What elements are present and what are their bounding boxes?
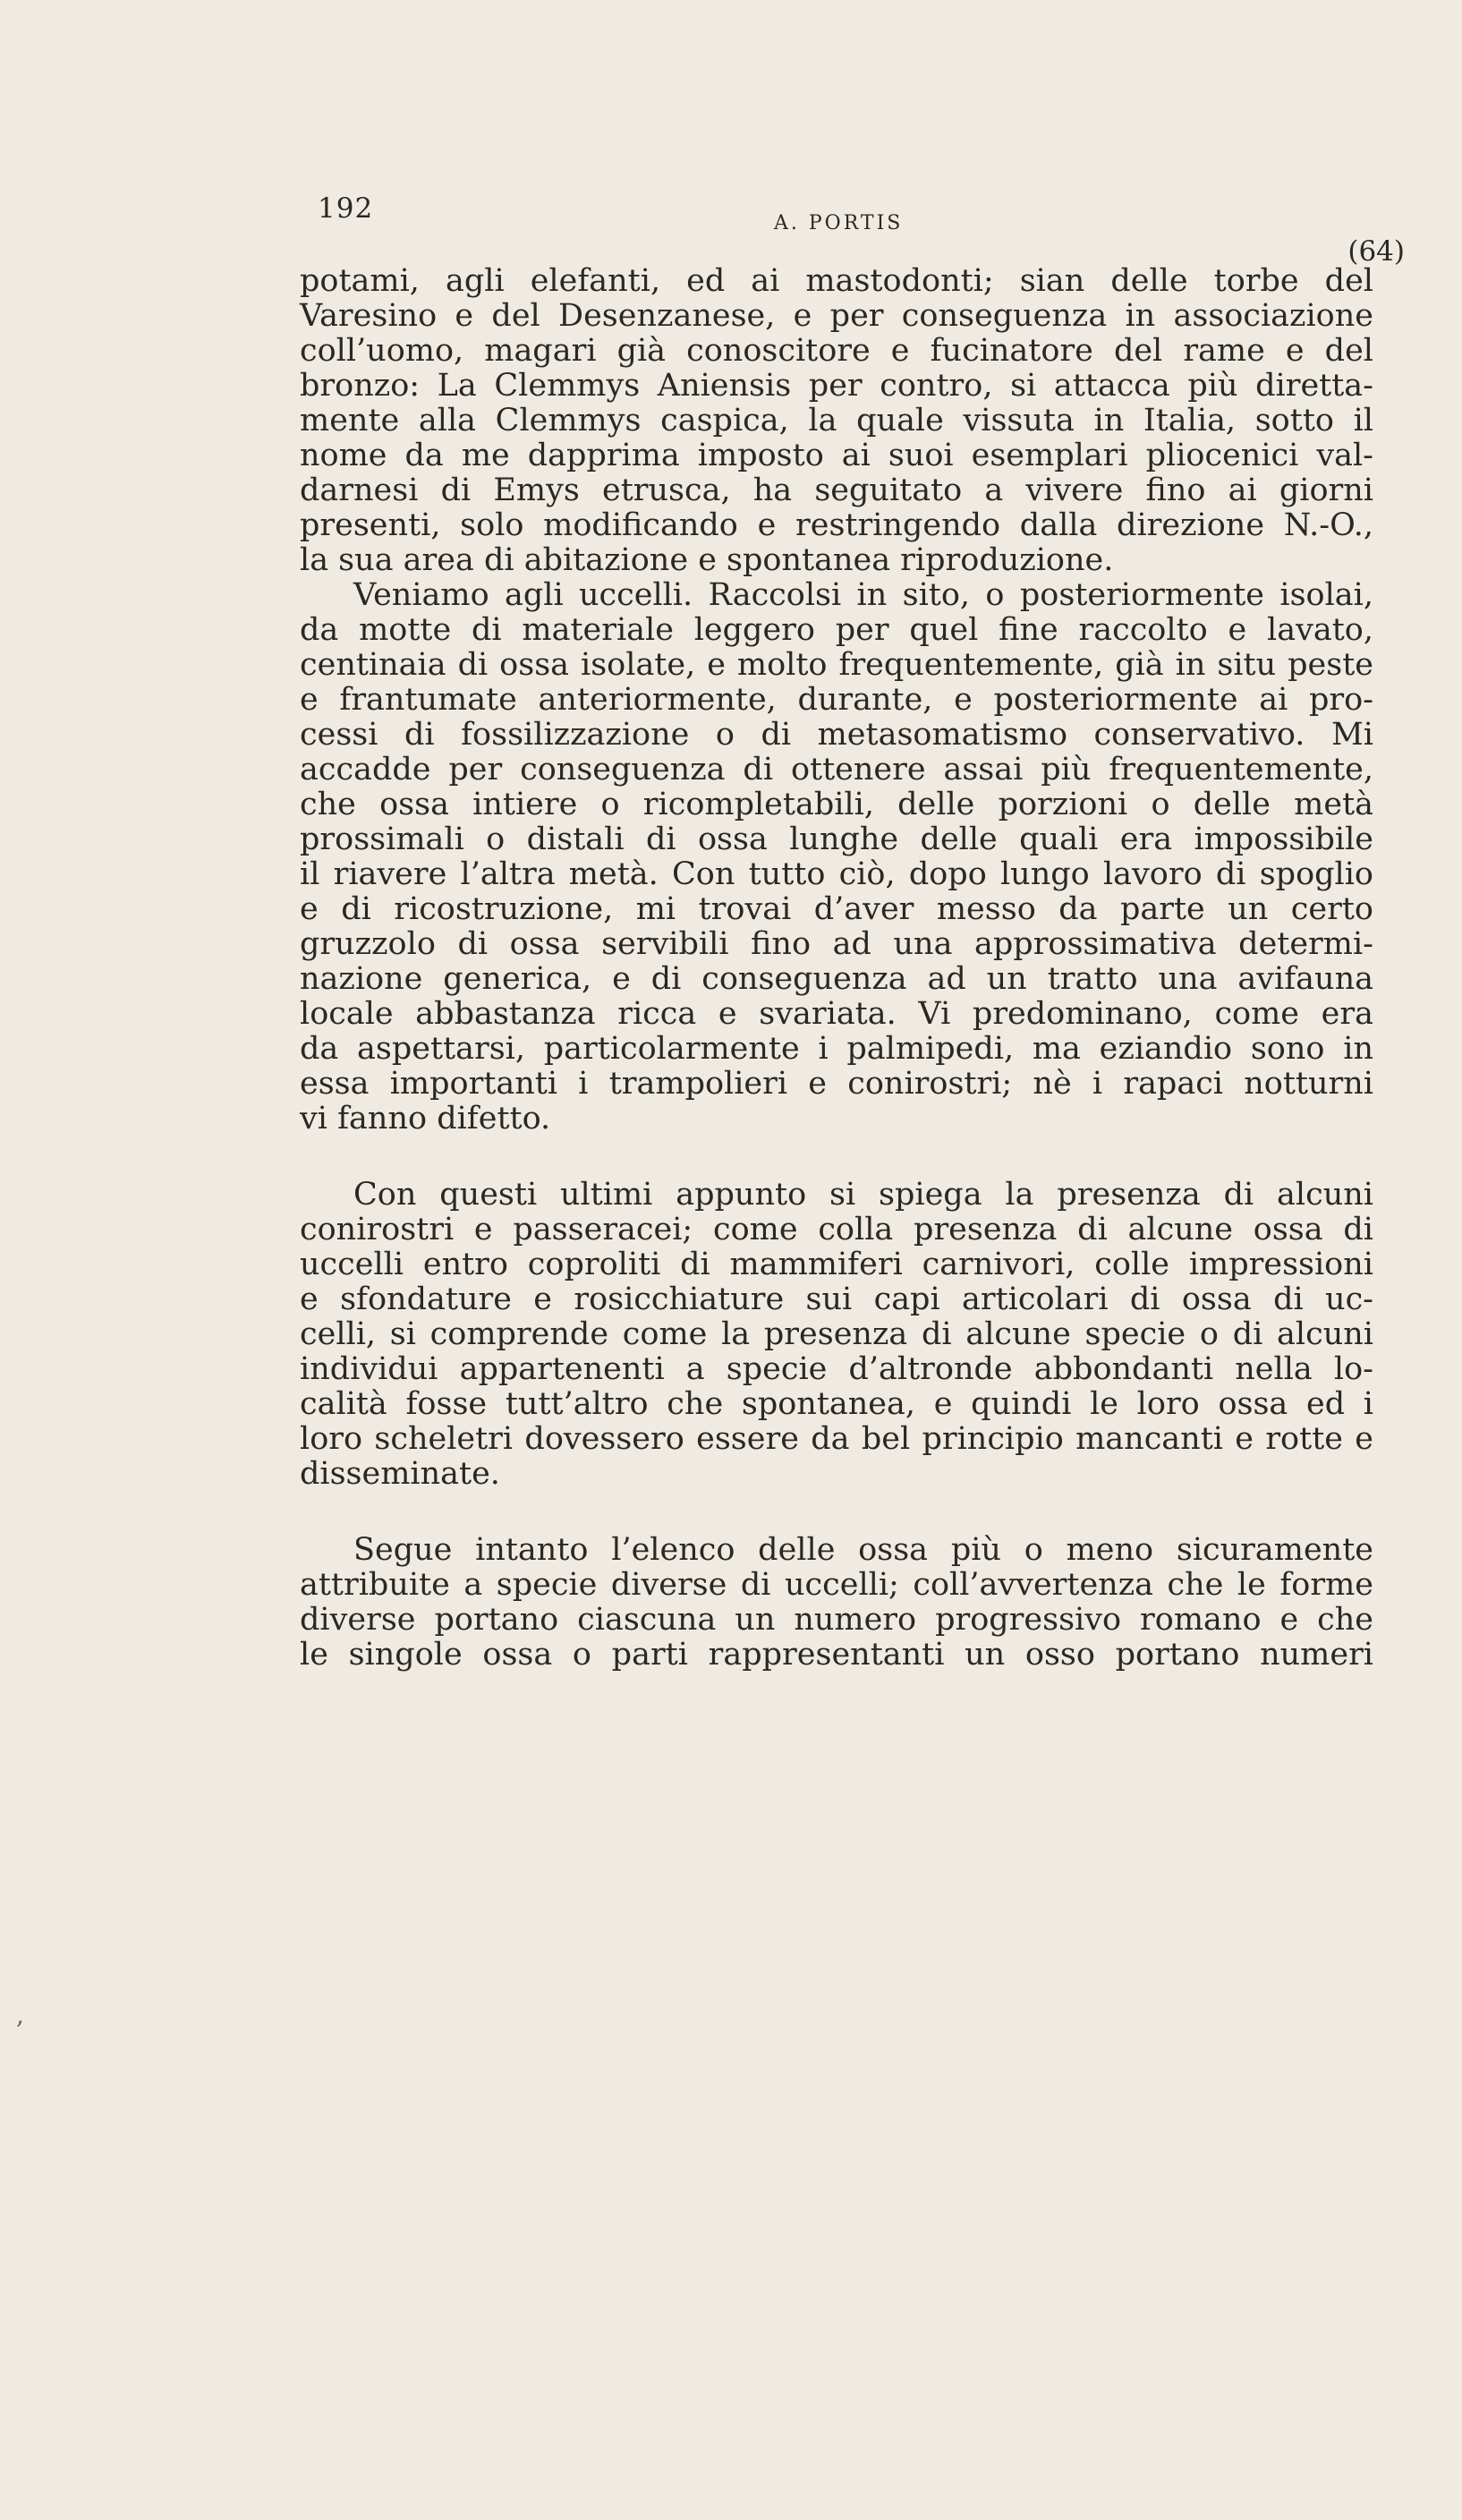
text-line: nazione generica, e di conseguenza ad un tratto una avifauna bbox=[300, 961, 1373, 997]
text-line: individui appartenenti a specie d’altronde abbondanti nella lo- bbox=[300, 1351, 1373, 1387]
text-line: loro scheletri dovessero essere da bel principio mancanti e rotte e bbox=[300, 1421, 1373, 1457]
running-head: A. PORTIS bbox=[774, 212, 904, 234]
text-line: locale abbastanza ricca e svariata. Vi predominano, come era bbox=[300, 996, 1373, 1032]
paragraph-4 bbox=[300, 1533, 1373, 1673]
text-line: nome da me dapprima imposto ai suoi esemplari pliocenici val- bbox=[300, 438, 1373, 473]
text-line: uccelli entro coproliti di mammiferi carnivori, colle impressioni bbox=[300, 1247, 1373, 1282]
text-line: calità fosse tutt’altro che spontanea, e quindi le loro ossa ed i bbox=[300, 1386, 1373, 1422]
page-header bbox=[318, 183, 1405, 268]
text-line: e di ricostruzione, mi trovai d’aver messo da parte un certo bbox=[300, 891, 1373, 927]
paragraph-gap bbox=[300, 1137, 1373, 1178]
text-line: centinaia di ossa isolate, e molto frequentemente, già in situ peste bbox=[300, 647, 1373, 683]
text-line: da aspettarsi, particolarmente i palmipedi, ma eziandio sono in bbox=[300, 1031, 1373, 1067]
text-line: da motte di materiale leggero per quel fine raccolto e lavato, bbox=[300, 612, 1373, 648]
text-line: diverse portano ciascuna un numero progressivo romano e che bbox=[300, 1602, 1373, 1638]
text-line: Varesino e del Desenzanese, e per conseguenza in associazione bbox=[300, 298, 1373, 334]
text-line: Segue intanto l’elenco delle ossa più o meno sicuramente bbox=[353, 1532, 1373, 1568]
text-line: conirostri e passeracei; come colla presenza di alcune ossa di bbox=[300, 1212, 1373, 1247]
text-line: le singole ossa o parti rappresentanti un osso portano numeri bbox=[300, 1637, 1373, 1673]
text-line: cessi di fossilizzazione o di metasomatismo conservativo. Mi bbox=[300, 717, 1373, 753]
paragraph-1 bbox=[300, 264, 1373, 578]
paragraph-3 bbox=[300, 1178, 1373, 1492]
margin-mark: , bbox=[16, 2000, 24, 2030]
text-line: darnesi di Emys etrusca, ha seguitato a vivere fino ai giorni bbox=[300, 472, 1373, 508]
paragraph-2 bbox=[300, 578, 1373, 1137]
text-line: bronzo: La Clemmys Aniensis per contro, si attacca più diretta- bbox=[300, 368, 1373, 404]
text-line: e frantumate anteriormente, durante, e posteriormente ai pro- bbox=[300, 682, 1373, 718]
text-line: presenti, solo modificando e restringendo dalla direzione N.-O., bbox=[300, 507, 1373, 543]
text-line: essa importanti i trampolieri e conirostri; nè i rapaci notturni bbox=[300, 1066, 1373, 1102]
text-line: prossimali o distali di ossa lunghe delle quali era impossibile bbox=[300, 822, 1373, 857]
text-line: potami, agli elefanti, ed ai mastodonti; sian delle torbe del bbox=[300, 263, 1373, 299]
text-line: coll’uomo, magari già conoscitore e fucinatore del rame e del bbox=[300, 333, 1373, 369]
text-line: Con questi ultimi appunto si spiega la presenza di alcuni bbox=[353, 1177, 1373, 1213]
page-number: 192 bbox=[318, 192, 374, 225]
text-line: attribuite a specie diverse di uccelli; coll’avvertenza che le forme bbox=[300, 1567, 1373, 1603]
text-line: celli, si comprende come la presenza di alcune specie o di alcuni bbox=[300, 1316, 1373, 1352]
text-line: accadde per conseguenza di ottenere assai più frequentemente, bbox=[300, 752, 1373, 788]
text-line: mente alla Clemmys caspica, la quale vissuta in Italia, sotto il bbox=[300, 403, 1373, 438]
page-reference: (64) bbox=[1347, 235, 1405, 268]
text-line: disseminate. bbox=[300, 1456, 500, 1492]
text-line: vi fanno difetto. bbox=[300, 1101, 551, 1137]
text-line: il riavere l’altra metà. Con tutto ciò, dopo lungo lavoro di spoglio bbox=[300, 856, 1373, 892]
text-line: gruzzolo di ossa servibili fino ad una approssimativa determi- bbox=[300, 926, 1373, 962]
text-line: e sfondature e rosicchiature sui capi articolari di ossa di uc- bbox=[300, 1281, 1373, 1317]
text-line: che ossa intiere o ricompletabili, delle porzioni o delle metà bbox=[300, 787, 1373, 822]
text-line: Veniamo agli uccelli. Raccolsi in sito, o posteriormente isolai, bbox=[353, 577, 1373, 613]
text-line: la sua area di abitazione e spontanea riproduzione. bbox=[300, 542, 1114, 578]
paragraph-gap bbox=[300, 1492, 1373, 1533]
body-text bbox=[300, 264, 1373, 1673]
